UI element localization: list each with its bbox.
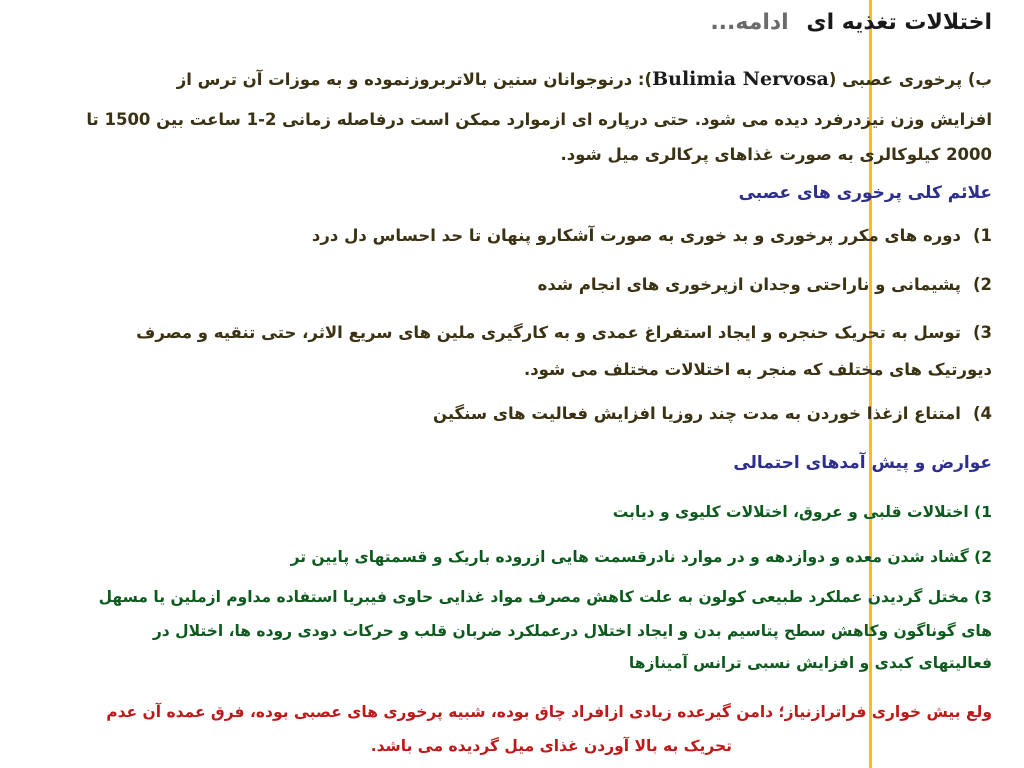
symptom-item-1 [312, 226, 992, 245]
title-continuation: ادامه... [710, 10, 789, 35]
symptom-text: امتناع ازغذا خوردن به مدت چند روزیا افزایش فعالیت های سنگین [432, 404, 961, 423]
title-main: اختلالات تغذیه ای [806, 10, 992, 35]
symptom-number: 2) [972, 275, 992, 294]
note-line-1: ولع بیش خواری فراترازنیاز؛ دامن گیرعده زیادی ازافراد چاق بوده، شبیه پرخوری های عصبی بوده، فرق عمده آن عدم [106, 703, 992, 721]
symptom-item-2 [538, 275, 992, 294]
symptom-text: دوره های مکرر پرخوری و بد خوری به صورت آشکارو پنهان تا حد احساس دل درد [311, 226, 961, 245]
complication-item-2: 2) گشاد شدن معده و دوازدهه و در موارد نادرقسمت هایی ازروده باریک و قسمتهای پایین تر [290, 548, 992, 566]
complication-item-1: 1) اختلالات قلبی و عروق، اختلالات کلیوی و دیابت [612, 503, 992, 521]
note-line-2: تحریک به بالا آوردن غذای میل گردیده می باشد. [370, 737, 732, 755]
intro-line-3: 2000 کیلوکالری به صورت غذاهای پرکالری میل شود. [560, 145, 992, 164]
intro-line-2: افزایش وزن نیزدرفرد دیده می شود. حتی درپاره ای ازموارد ممکن است درفاصله زمانی 2-1 ساعت بین 1500 تا [86, 110, 992, 129]
complication-item-3-cont-1: های گوناگون وکاهش سطح پتاسیم بدن و ایجاد اختلال درعملکرد ضربان قلب و حرکات دودی روده ها، اختلال در [152, 622, 992, 640]
symptom-text: پشیمانی و ناراحتی وجدان ازپرخوری های انجام شده [537, 275, 961, 294]
intro-prefix: ب) پرخوری عصبی ( [828, 70, 992, 89]
english-term: Bulimia Nervosa [652, 68, 829, 90]
slide-title [710, 10, 992, 35]
symptom-item-3-cont: دیورتیک های مختلف که منجر به اختلالات مختلف می شود. [523, 360, 992, 379]
complication-item-3: 3) مختل گردیدن عملکرد طبیعی کولون به علت کاهش مصرف مواد غذایی حاوی فیبریا استفاده مداوم ازملین یا مسهل [98, 588, 992, 606]
intro-line-1 [177, 68, 992, 90]
symptom-text: توسل به تحریک حنجره و ایجاد استفراغ عمدی و به کارگیری ملین های سریع الاثر، حتی تنقیه و مصرف [136, 323, 961, 342]
symptom-number: 1) [972, 226, 992, 245]
intro-line1-suffix: ): درنوجوانان سنین بالاتربروزنموده و به موزات آن ترس از [176, 70, 653, 89]
slide [36, 0, 992, 768]
complication-item-3-cont-2: فعالیتهای کبدی و افزایش نسبی ترانس آمینازها [628, 654, 992, 672]
symptom-item-3 [136, 323, 992, 342]
symptom-number: 3) [972, 323, 992, 342]
symptom-item-4 [433, 404, 992, 423]
symptom-number: 4) [972, 404, 992, 423]
complications-heading: عوارض و پیش آمدهای احتمالی [733, 453, 992, 473]
symptoms-heading: علائم کلی پرخوری های عصبی [738, 183, 992, 203]
